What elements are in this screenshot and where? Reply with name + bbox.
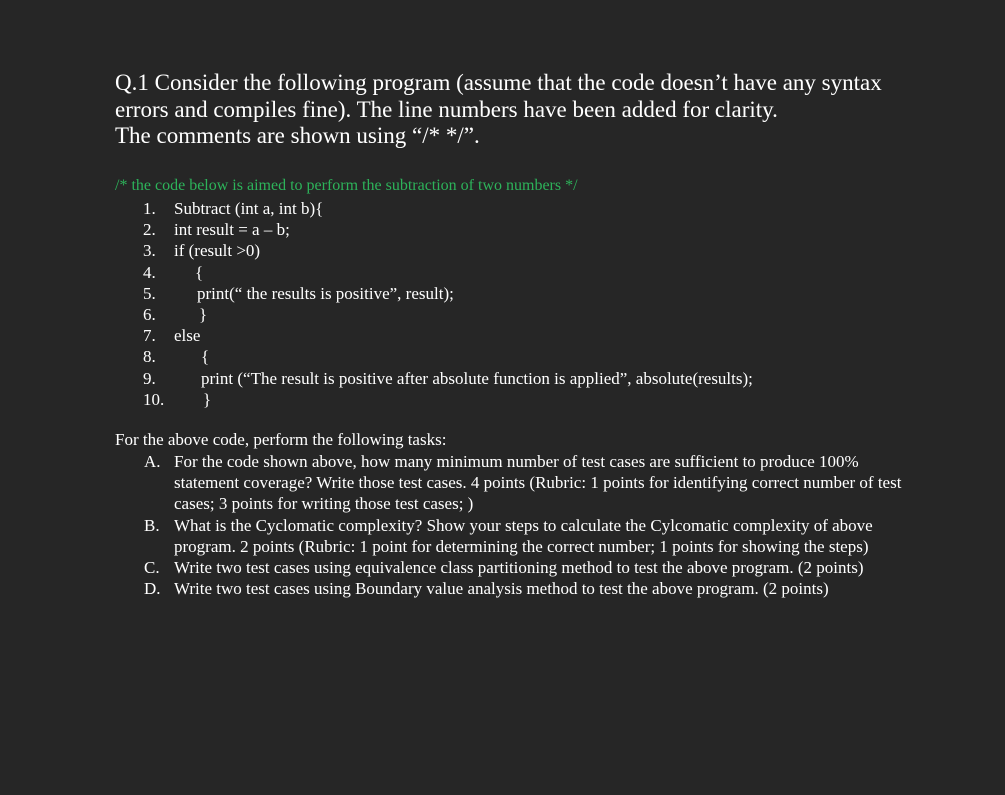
task-letter: A. [144,452,161,471]
code-listing [115,198,995,410]
code-text: { [195,262,204,282]
code-text: if (result >0) [174,241,261,261]
task-letter: B. [144,515,160,535]
code-comment: /* the code below is aimed to perform the subtraction of two numbers */ [115,177,578,194]
heading-line: errors and compiles fine). The line numbers have been added for clarity. [115,96,778,122]
heading-line: The comments are shown using “/* */”. [115,123,480,148]
code-text: print(“ the results is positive”, result); [197,283,454,303]
task-letter: D. [144,579,161,599]
line-number: 5. [143,283,156,303]
code-text: else [174,326,201,346]
code-line [115,240,995,261]
code-text: } [199,304,208,324]
task-item [115,515,995,557]
task-text: What is the Cyclomatic complexity? Show your steps to calculate the Cylcomatic complexity of above program. 2 points (Rubric: 1 point for determining the correct number; 1 points for showing the steps) [174,515,873,556]
code-line [115,219,995,240]
line-number: 7. [143,326,156,346]
task-text: Write two test cases using Boundary value analysis method to test the above program. (2 points) [174,579,829,599]
line-number: 4. [143,262,156,282]
code-text: } [203,389,212,409]
line-number: 9. [143,368,156,388]
line-number: 10. [143,389,165,409]
code-line [115,198,995,219]
task-item [115,557,995,578]
task-list [115,451,995,599]
code-text: { [201,347,210,367]
code-text: int result = a – b; [174,220,290,240]
tasks-intro: For the above code, perform the following tasks: [115,430,447,449]
code-line [115,346,995,367]
task-item [115,578,995,599]
code-text: Subtract (int a, int b){ [174,199,324,218]
code-line [115,283,995,304]
task-text: For the code shown above, how many minimum number of test cases are sufficient to produce 100% statement coverage? Write those test cases. 4 points (Rubric: 1 points for identifying correct number of test cases; 3 points for writing those test cases; ) [174,452,902,514]
code-line [115,325,995,346]
line-number: 1. [143,199,156,218]
task-item [115,451,995,515]
line-number: 2. [143,220,156,240]
line-number: 3. [143,241,156,261]
heading-line: Q.1 Consider the following program (assume that the code doesn’t have any syntax [115,70,882,95]
task-letter: C. [144,558,160,578]
line-number: 6. [143,304,156,324]
code-text: print (“The result is positive after absolute function is applied”, absolute(results); [201,368,753,388]
question-heading [115,70,995,150]
line-number: 8. [143,347,156,367]
code-line [115,304,995,325]
code-line [115,262,995,283]
code-line [115,389,995,410]
task-text: Write two test cases using equivalence class partitioning method to test the above program. (2 points) [174,558,864,578]
code-line [115,368,995,389]
